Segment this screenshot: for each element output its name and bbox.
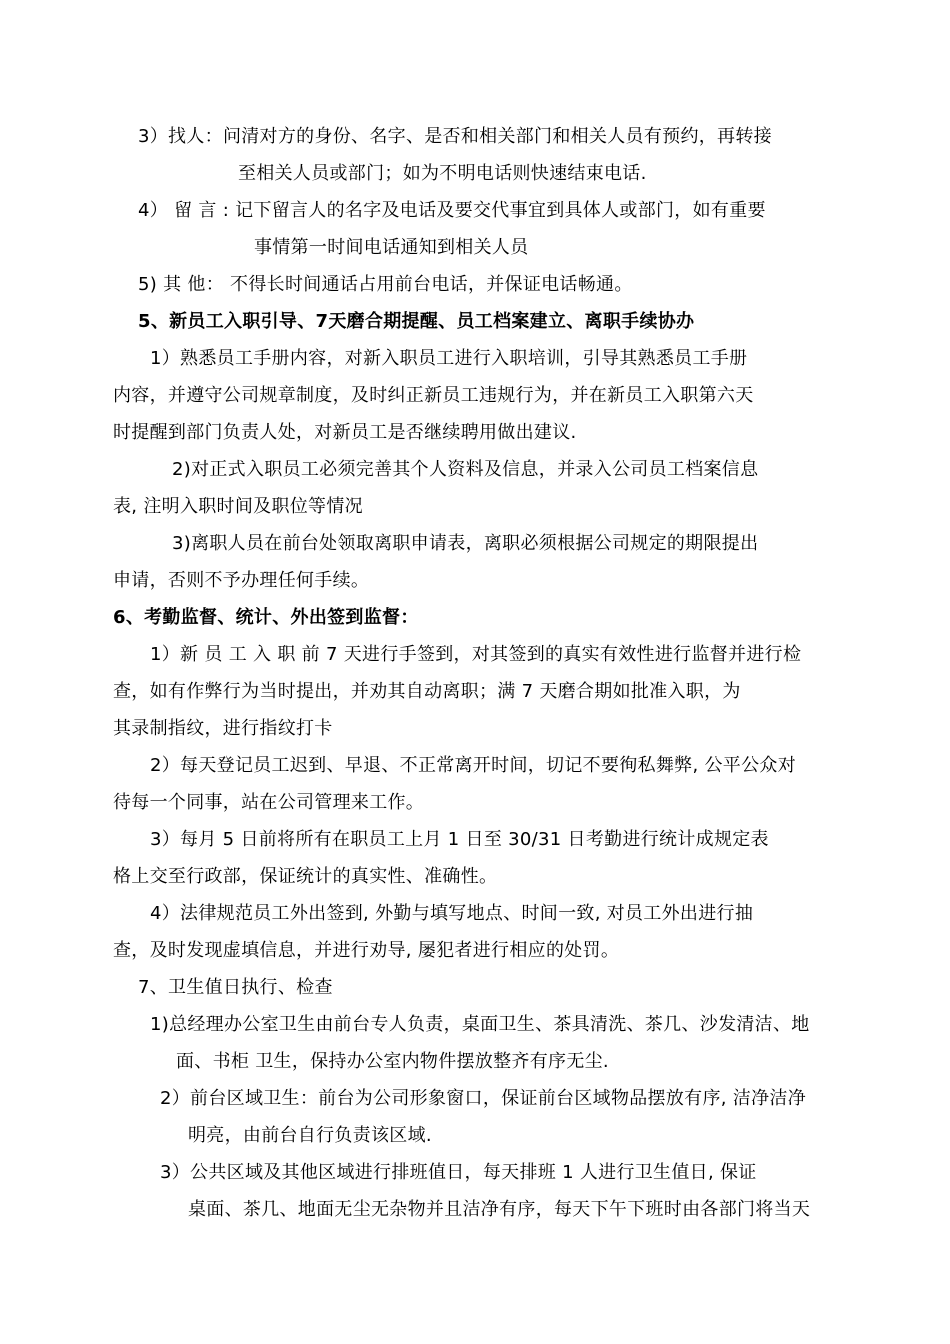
text-line: 查，如有作弊行为当时提出，并劝其自动离职；满 7 天磨合期如批准入职，为 bbox=[113, 681, 741, 702]
text-line: 2)对正式入职员工必须完善其个人资料及信息，并录入公司员工档案信息 bbox=[172, 459, 759, 480]
text-line: 1）新 员 工 入 职 前 7 天进行手签到，对其签到的真实有效性进行监督并进行检 bbox=[150, 644, 802, 665]
text-line: 面、书柜 卫生，保持办公室内物件摆放整齐有序无尘. bbox=[176, 1051, 609, 1072]
text-line: 5) 其 他： 不得长时间通话占用前台电话，并保证电话畅通。 bbox=[138, 274, 633, 295]
text-line: 查，及时发现虚填信息，并进行劝导, 屡犯者进行相应的处罚。 bbox=[113, 940, 620, 961]
text-line: 3）每月 5 日前将所有在职员工上月 1 日至 30/31 日考勤进行统计成规定表 bbox=[150, 829, 769, 850]
text-line: 明亮，由前台自行负责该区域. bbox=[188, 1125, 432, 1146]
text-line: 1)总经理办公室卫生由前台专人负责，桌面卫生、茶具清洗、茶几、沙发清洁、地 bbox=[150, 1014, 810, 1035]
text-line: 2）前台区域卫生：前台为公司形象窗口，保证前台区域物品摆放有序, 洁净洁净 bbox=[160, 1088, 806, 1109]
section-heading: 5、新员工入职引导、7天磨合期提醒、员工档案建立、离职手续协办 bbox=[138, 311, 695, 332]
text-line: 格上交至行政部，保证统计的真实性、准确性。 bbox=[113, 866, 498, 887]
text-line: 3）公共区域及其他区域进行排班值日，每天排班 1 人进行卫生值日, 保证 bbox=[160, 1162, 757, 1183]
text-line: 表, 注明入职时间及职位等情况 bbox=[113, 496, 363, 517]
section-heading: 7、卫生值日执行、检查 bbox=[138, 977, 333, 998]
text-line: 3）找人：问清对方的身份、名字、是否和相关部门和相关人员有预约，再转接 bbox=[138, 126, 772, 147]
text-line: 内容，并遵守公司规章制度，及时纠正新员工违规行为，并在新员工入职第六天 bbox=[113, 385, 754, 406]
text-line: 事情第一时间电话通知到相关人员 bbox=[254, 237, 529, 258]
text-line: 申请，否则不予办理任何手续。 bbox=[113, 570, 370, 591]
text-line: 桌面、茶几、地面无尘无杂物并且洁净有序，每天下午下班时由各部门将当天 bbox=[188, 1199, 811, 1220]
text-line: 3)离职人员在前台处领取离职申请表，离职必须根据公司规定的期限提出 bbox=[172, 533, 759, 554]
text-line: 2）每天登记员工迟到、早退、不正常离开时间，切记不要徇私舞弊, 公平公众对 bbox=[150, 755, 796, 776]
text-line: 4） 留 言 : 记下留言人的名字及电话及要交代事宜到具体人或部门，如有重要 bbox=[138, 200, 766, 221]
section-heading: 6、考勤监督、统计、外出签到监督： bbox=[113, 607, 419, 628]
text-line: 其录制指纹，进行指纹打卡 bbox=[113, 718, 333, 739]
text-line: 待每一个同事，站在公司管理来工作。 bbox=[113, 792, 425, 813]
text-line: 至相关人员或部门；如为不明电话则快速结束电话. bbox=[238, 163, 647, 184]
text-line: 4）法律规范员工外出签到, 外勤与填写地点、时间一致, 对员工外出进行抽 bbox=[150, 903, 754, 924]
text-line: 1）熟悉员工手册内容，对新入职员工进行入职培训，引导其熟悉员工手册 bbox=[150, 348, 748, 369]
text-line: 时提醒到部门负责人处，对新员工是否继续聘用做出建议. bbox=[113, 422, 577, 443]
